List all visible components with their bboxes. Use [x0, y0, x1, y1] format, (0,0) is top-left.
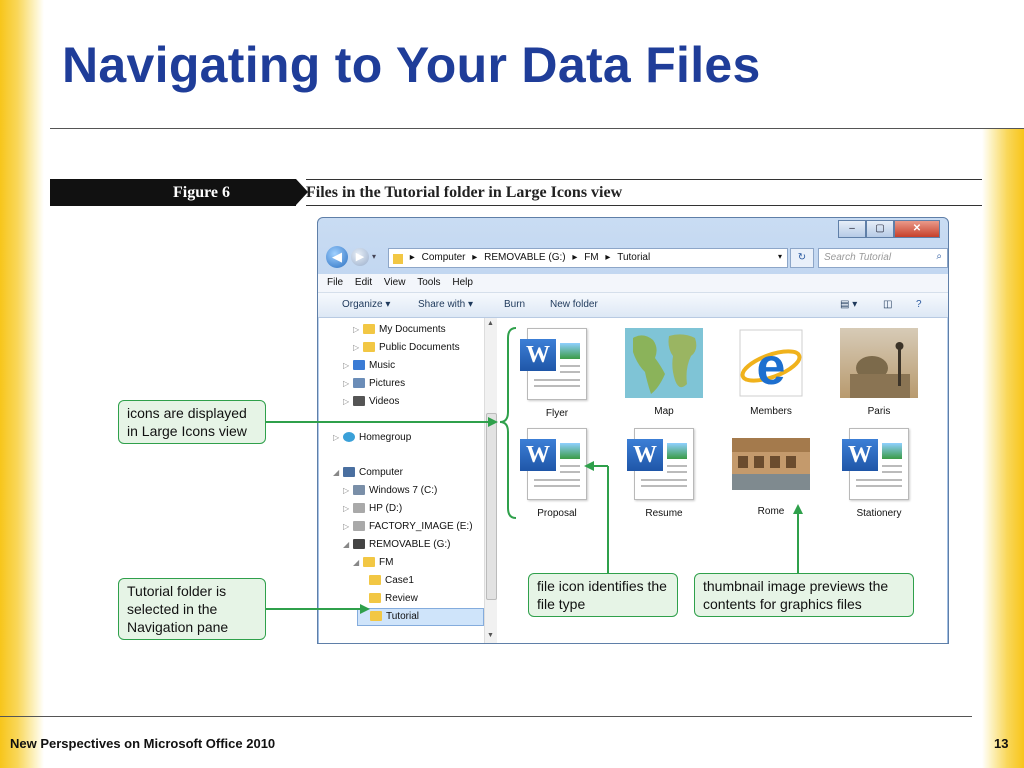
forward-button[interactable]: ▶: [351, 248, 369, 266]
search-icon[interactable]: ⌕: [936, 251, 942, 262]
nav-item-windows7-c[interactable]: ▷ Windows 7 (C:): [343, 485, 438, 496]
share-with-button[interactable]: Share with ▾: [418, 299, 474, 310]
nav-item-fm[interactable]: ◢ FM: [353, 557, 394, 568]
file-name: Map: [654, 406, 674, 417]
nav-item-music[interactable]: ▷ Music: [343, 360, 396, 371]
nav-item-tutorial[interactable]: Tutorial: [357, 608, 484, 626]
back-button[interactable]: ◀: [326, 246, 348, 268]
address-segment[interactable]: Computer: [421, 252, 466, 263]
scroll-down-icon[interactable]: ▼: [487, 632, 494, 639]
slide-title: Navigating to Your Data Files: [62, 37, 761, 93]
figure-label: Figure 6: [173, 184, 231, 201]
minimize-button[interactable]: –: [838, 220, 866, 238]
callout-thumbnail: thumbnail image previews the contents for graphics files: [694, 573, 914, 617]
nav-item-homegroup[interactable]: ▷ Homegroup: [333, 432, 412, 443]
file-name: Resume: [645, 508, 683, 519]
recent-pages-icon[interactable]: ▾: [372, 252, 377, 261]
file-name: Members: [750, 406, 792, 417]
word-document-icon: W: [849, 428, 909, 500]
nav-item-factory-image-e[interactable]: ▷ FACTORY_IMAGE (E:): [343, 521, 473, 532]
nav-item-removable-g[interactable]: ◢ REMOVABLE (G:): [343, 539, 451, 550]
footer-text: New Perspectives on Microsoft Office 2010: [10, 736, 276, 751]
svg-text:e: e: [756, 338, 786, 396]
maximize-button[interactable]: ▢: [866, 220, 894, 238]
word-document-icon: W: [527, 428, 587, 500]
new-folder-button[interactable]: New folder: [550, 299, 598, 310]
callout-file-icon: file icon identifies the file type: [528, 573, 678, 617]
burn-button[interactable]: Burn: [504, 299, 526, 310]
menu-help[interactable]: Help: [452, 277, 473, 288]
file-name: Stationery: [856, 508, 902, 519]
word-document-icon: W: [527, 328, 587, 400]
menu-view[interactable]: View: [383, 277, 406, 288]
file-name: Flyer: [545, 408, 569, 419]
address-segment[interactable]: REMOVABLE (G:): [484, 252, 566, 263]
nav-item-computer[interactable]: ◢ Computer: [333, 467, 403, 478]
file-name: Paris: [867, 406, 891, 417]
organize-button[interactable]: Organize ▾: [342, 299, 391, 310]
help-icon[interactable]: ?: [916, 299, 922, 310]
menu-tools[interactable]: Tools: [417, 277, 441, 288]
preview-pane-icon[interactable]: ◫: [883, 299, 893, 310]
address-segment[interactable]: Tutorial: [617, 252, 651, 263]
figure-caption: Files in the Tutorial folder in Large Icons view: [306, 184, 623, 201]
nav-item-case1[interactable]: Case1: [369, 573, 414, 589]
menu-file[interactable]: File: [327, 277, 344, 288]
view-options-icon[interactable]: ▤ ▾: [840, 299, 858, 310]
callout-large-icons: icons are displayed in Large Icons view: [118, 400, 266, 444]
callout-tutorial-selected: Tutorial folder is selected in the Navigation pane: [118, 578, 266, 640]
nav-item-videos[interactable]: ▷ Videos: [343, 396, 400, 407]
address-bar[interactable]: ▸ Computer ▸ REMOVABLE (G:) ▸ FM ▸ Tutorial ▾: [388, 248, 788, 268]
nav-item-pictures[interactable]: ▷ Pictures: [343, 378, 406, 389]
word-document-icon: W: [634, 428, 694, 500]
nav-item-public-documents[interactable]: ▷ Public Documents: [353, 342, 460, 353]
address-dropdown-icon[interactable]: ▾: [777, 252, 782, 261]
nav-item-my-documents[interactable]: ▷ My Documents: [353, 324, 446, 335]
menu-edit[interactable]: Edit: [354, 277, 373, 288]
scroll-up-icon[interactable]: ▲: [487, 320, 494, 327]
page-number: 13: [994, 736, 1009, 751]
footer-divider: [0, 716, 972, 717]
close-button[interactable]: ✕: [894, 220, 940, 238]
search-placeholder: Search Tutorial: [824, 252, 892, 263]
file-name: Proposal: [537, 508, 577, 519]
file-name: Rome: [757, 506, 785, 517]
refresh-button[interactable]: ↻: [790, 248, 814, 268]
address-segment[interactable]: FM: [584, 252, 599, 263]
nav-item-hp-d[interactable]: ▷ HP (D:): [343, 503, 403, 514]
nav-item-review[interactable]: Review: [369, 591, 418, 607]
